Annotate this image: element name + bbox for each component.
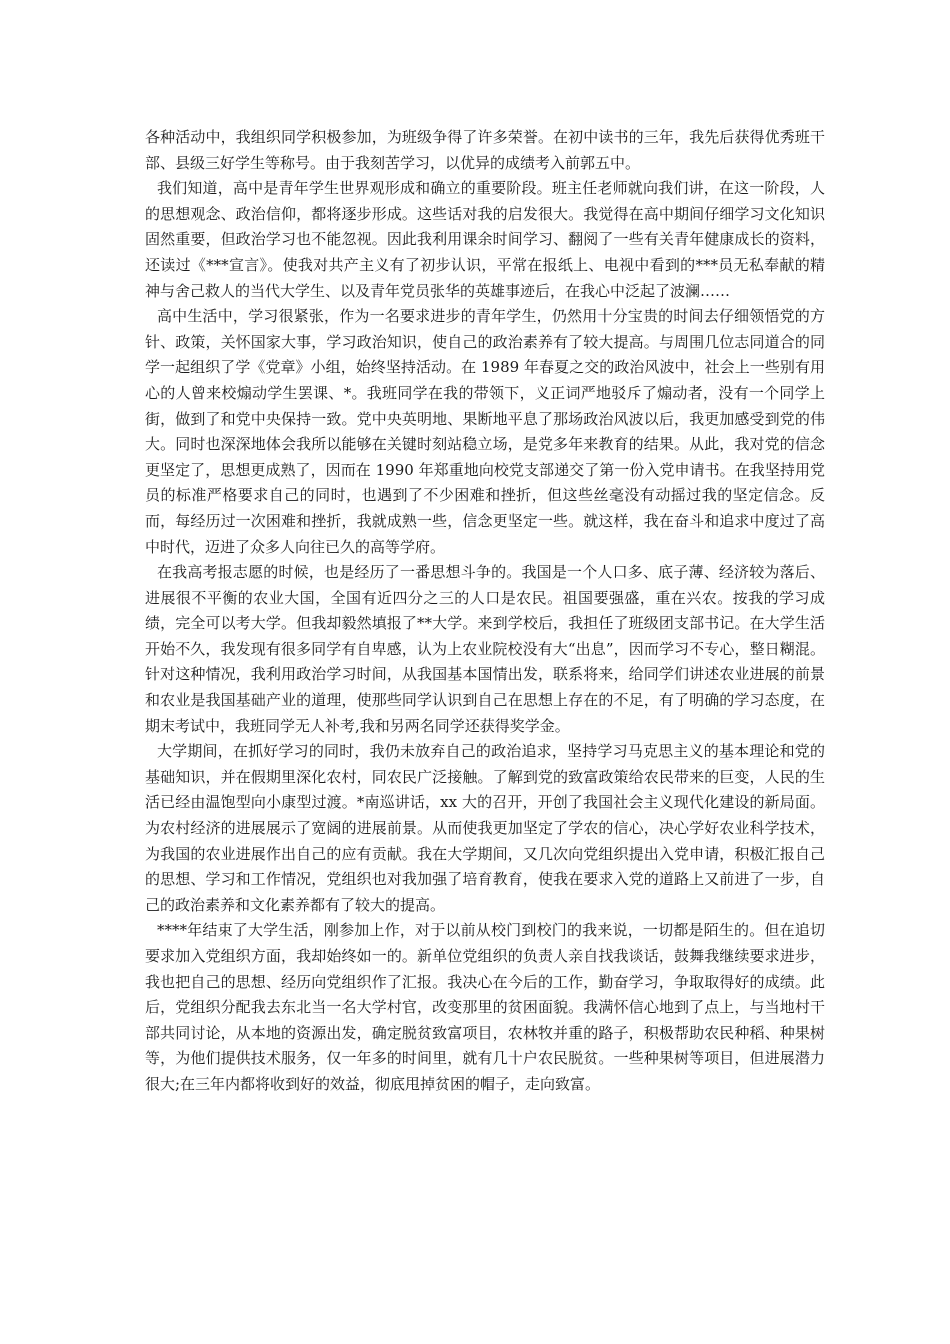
paragraph-1: 各种活动中，我组织同学积极参加，为班级争得了许多荣誉。在初中读书的三年，我先后获得优秀班干部、县级三好学生等称号。由于我刻苦学习，以优异的成绩考入前郭五中。 <box>145 128 825 172</box>
paragraph-6: ****年结束了大学生活，刚参加上作，对于以前从校门到校门的我来说，一切都是陌生的。但在追切要求加入党组织方面，我却始终如一的。新单位党组织的负责人亲自找我谈话，鼓舞我继续要求进步，我也把自己的思想、经历向党组织作了汇报。我决心在今后的工作，勤奋学习，争取取得好的成绩。此后，党组织分配我去东北当一名大学村官，改变那里的贫困面貌。我满怀信心地到了点上，与当地村干部共同讨论，从本地的资源出发，确定脱贫致富项目，农林牧并重的路子，积极帮助农民种稻、种果树等，为他们提供技术服务，仅一年多的时间里，就有几十户农民脱贫。一些种果树等项目，但进展潜力很大;在三年内都将收到好的效益，彻底甩掉贫困的帽子，走向致富。 <box>145 921 825 1093</box>
paragraph-5: 大学期间，在抓好学习的同时，我仍未放弃自己的政治追求，坚持学习马克思主义的基本理论和党的基础知识，并在假期里深化农村，同农民广泛接触。了解到党的致富政策给农民带来的巨变，人民的生活已经由温饱型向小康型过渡。*南巡讲话，xx 大的召开，开创了我国社会主义现代化建设的新局面。为农村经济的进展展示了宽阔的进展前景。从而使我更加坚定了学农的信心，决心学好农业科学技术，为我国的农业进展作出自己的应有贡献。我在大学期间，又几次向党组织提出入党申请，积极汇报自己的思想、学习和工作情况，党组织也对我加强了培育教育，使我在要求入党的道路上又前进了一步，自己的政治素养和文化素养都有了较大的提高。 <box>145 742 825 914</box>
paragraph-3: 高中生活中，学习很紧张，作为一名要求进步的青年学生，仍然用十分宝贵的时间去仔细领悟党的方针、政策，关怀国家大事，学习政治知识，使自己的政治素养有了较大提高。与周围几位志同道合的同学一起组织了学《党章》小组，始终坚持活动。在 1989 年春夏之交的政治风波中，社会上一些别有用心的人曾来校煽动学生罢课、*。我班同学在我的带领下，义正词严地驳斥了煽动者，没有一个同学上街，做到了和党中央保持一致。党中央英明地、果断地平息了那场政治风波以后，我更加感受到党的伟大。同时也深深地体会我所以能够在关键时刻站稳立场，是党多年来教育的结果。从此，我对党的信念更坚定了，思想更成熟了，因而在 1990 年郑重地向校党支部递交了第一份入党申请书。在我坚持用党员的标准严格要求自己的同时，也遇到了不少困难和挫折，但这些丝毫没有动摇过我的坚定信念。反而，每经历过一次困难和挫折，我就成熟一些，信念更坚定一些。就这样，我在奋斗和追求中度过了高中时代，迈进了众多人向往已久的高等学府。 <box>145 307 825 556</box>
paragraph-2: 我们知道，高中是青年学生世界观形成和确立的重要阶段。班主任老师就向我们讲，在这一阶段，人的思想观念、政治信仰，都将逐步形成。这些话对我的启发很大。我觉得在高中期间仔细学习文化知识固然重要，但政治学习也不能忽视。因此我利用课余时间学习、翻阅了一些有关青年健康成长的资料，还读过《***宣言》。使我对共产主义有了初步认识，平常在报纸上、电视中看到的***员无私奉献的精神与舍己救人的当代大学生、以及青年党员张华的英雄事迹后，在我心中泛起了波澜…… <box>145 179 825 300</box>
paragraph-4: 在我高考报志愿的时候，也是经历了一番思想斗争的。我国是一个人口多、底子薄、经济较为落后、进展很不平衡的农业大国，全国有近四分之三的人口是农民。祖国要强盛，重在兴农。按我的学习成绩，完全可以考大学。但我却毅然填报了**大学。来到学校后，我担任了班级团支部书记。在大学生活开始不久，我发现有很多同学有自卑感，认为上农业院校没有大“出息”，因而学习不专心，整日糊混。针对这种情况，我利用政治学习时间，从我国基本国情出发，联系将来，给同学们讲述农业进展的前景和农业是我国基础产业的道理，使那些同学认识到自己在思想上存在的不足，有了明确的学习态度，在期末考试中，我班同学无人补考,我和另两名同学还获得奖学金。 <box>145 563 825 735</box>
document-page <box>145 125 825 1098</box>
